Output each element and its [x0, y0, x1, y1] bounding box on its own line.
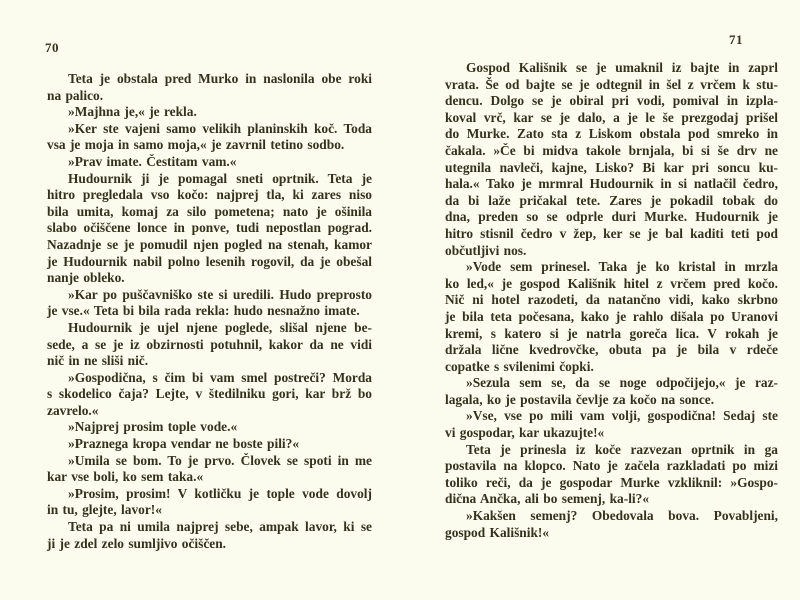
text-line: nanje obleko.	[47, 270, 125, 286]
text-line: kar vse boli, ko sem taka.«	[47, 469, 204, 485]
text-line: »Sezula sem se, da se noge odpočijejo,« je raz-	[466, 375, 778, 391]
text-line: hala.« Tako je mrmral Hudournik in si natlačil čedro,	[445, 176, 778, 192]
text-line: copatke s svilenimi čopki.	[445, 358, 594, 374]
text-line: ko led,« je gospod Kališnik hitel z vrčem pred kočo.	[445, 275, 778, 291]
text-line: »Majhna je,« je rekla.	[68, 104, 197, 120]
paragraph	[47, 370, 372, 420]
text-line: na palico.	[47, 87, 104, 103]
text-line: »Kar po puščavniško ste si uredili. Hudo preprosto	[68, 286, 372, 302]
text-line: »Prosim, prosim! V kotličku je tople vode dovolj	[68, 485, 372, 501]
text-line: Hudournik ji je pomagal sneti oprtnik. Teta je	[68, 170, 372, 186]
text-line: občutljivi nos.	[445, 242, 527, 258]
paragraph	[445, 408, 778, 441]
left-page-text	[47, 71, 372, 552]
text-line: je bila teta počesana, kako je rahlo dišala po Uranovi	[445, 308, 778, 324]
paragraph	[445, 259, 778, 375]
paragraph	[47, 436, 372, 453]
text-line: »Praznega kropa vendar ne boste pili?«	[68, 436, 300, 452]
text-line: »Kakšen semenj? Obedovala bova. Povabljeni,	[466, 508, 778, 524]
text-line: »Prav imate. Čestitam vam.«	[68, 153, 237, 169]
paragraph	[47, 453, 372, 486]
paragraph	[445, 60, 778, 259]
text-line: lagala, ko je postavila čevlje za kočo na sonce.	[445, 391, 715, 407]
page-number-right: 71	[729, 32, 743, 47]
text-line: gospod Kališnik!«	[445, 524, 550, 540]
text-line: s skodelico čaja? Lejte, v štedilniku gori, kar brž bo	[47, 386, 372, 402]
text-line: Teta je obstala pred Murko in naslonila obe roki	[68, 71, 372, 86]
paragraph	[47, 419, 372, 436]
text-line: držala lične kvedrovčke, obuta pa je bila v rdeče	[445, 342, 778, 358]
paragraph	[47, 320, 372, 370]
text-line: dična Ančka, ali bo semenj, ka-li?«	[445, 491, 650, 507]
paragraph	[47, 154, 372, 171]
text-line: »Umila se bom. To je prvo. Človek se spoti in me	[68, 452, 372, 468]
text-line: da bi laže pričakal tete. Zares je pokadil tobak do	[445, 192, 778, 208]
paragraph	[47, 486, 372, 519]
text-line: »Najprej prosim tople vode.«	[68, 419, 238, 435]
text-line: čakala. »Če bi midva takole brnjala, bi si še drv ne	[445, 142, 778, 158]
text-line: je vse.« Teta bi bila rada rekla: hudo nesnažno imate.	[47, 303, 360, 319]
text-line: Nazadnje se je pomudil njen pogled na stenah, kamor	[47, 236, 372, 252]
text-line: utegnila navleči, kajne, Lisko? Bi kar pri soncu ku-	[445, 159, 778, 175]
paragraph	[445, 375, 778, 408]
text-line: je Hudournik nabil polno lesenih rogovil, da je obešal	[47, 253, 372, 269]
text-line: do Murke. Zato sta z Liskom obstala pod smreko in	[445, 126, 778, 142]
text-line: Teta pa ni umila najprej sebe, ampak lavor, ki se	[68, 519, 372, 535]
text-line: Teta je prinesla iz koče razvezan oprtnik in ga	[466, 441, 778, 457]
paragraph	[47, 104, 372, 121]
text-line: vi gospodar, kar ukazujte!«	[445, 425, 605, 441]
text-line: »Vse, vse po mili vam volji, gospodična! Sedaj ste	[466, 408, 778, 424]
text-line: postavila na klopco. Nato je začela razkladati po mizi	[445, 458, 778, 474]
text-line: »Ker ste vajeni samo velikih planinskih koč. Toda	[68, 120, 372, 136]
text-line: Gospod Kališnik se je umaknil iz bajte in zaprl	[466, 60, 778, 75]
text-line: slabo očiščene lonce in ponve, tudi nepostlan pograd.	[47, 220, 372, 236]
text-line: vsa je moja in samo moja,« je zavrnil tetino sodbo.	[47, 137, 345, 153]
text-line: zavrelo.«	[47, 402, 99, 418]
text-line: in tu, glejte, lavor!«	[47, 502, 162, 518]
text-line: sede, a se je iz obzirnosti potuhnil, kakor da ne vidi	[47, 336, 372, 352]
text-line: Hudournik je ujel njene poglede, slišal njene be-	[68, 319, 372, 335]
paragraph	[47, 287, 372, 320]
text-line: »Vode sem prinesel. Taka je ko kristal in mrzla	[466, 259, 778, 275]
text-line: koval vrč, kar se je dalo, a je le še prezgodaj prišel	[445, 109, 778, 125]
text-line: hitro stisnil čedro v žep, ker se je bal kaditi teti pod	[445, 225, 778, 241]
text-line: kremi, s katero si je natrla goreča lica. V rokah je	[445, 325, 778, 341]
text-line: »Gospodična, s čim bi vam smel postreči? Morda	[68, 369, 372, 385]
text-line: nič in ne sliši nič.	[47, 353, 149, 369]
text-line: hitro pregledala vso kočo: najprej tla, ki zares niso	[47, 187, 372, 203]
paragraph	[445, 442, 778, 508]
page-number-left: 70	[45, 40, 59, 55]
text-line: bila umita, komaj za silo pometena; nato je ošinila	[47, 203, 372, 219]
text-line: vrata. Še od bajte se je odtegnil in šel z vrčem k stu-	[445, 76, 778, 92]
paragraph	[445, 508, 778, 541]
text-line: toliko reči, da je gospodar Murke vzkliknil: »Gospo-	[445, 474, 778, 490]
paragraph	[47, 121, 372, 154]
text-line: dna, preden so se odprle duri Murke. Hudournik je	[445, 209, 778, 225]
paragraph	[47, 171, 372, 287]
paragraph	[47, 519, 372, 552]
text-line: Nič ni hotel razodeti, da natančno vidi, kako skrbno	[445, 292, 778, 308]
right-page-text	[445, 60, 778, 541]
text-line: ji je zdel zelo sumljivo očiščen.	[47, 535, 227, 551]
paragraph	[47, 71, 372, 104]
text-line: dencu. Dolgo se je obiral pri vodi, pomival in izpla-	[445, 93, 778, 109]
